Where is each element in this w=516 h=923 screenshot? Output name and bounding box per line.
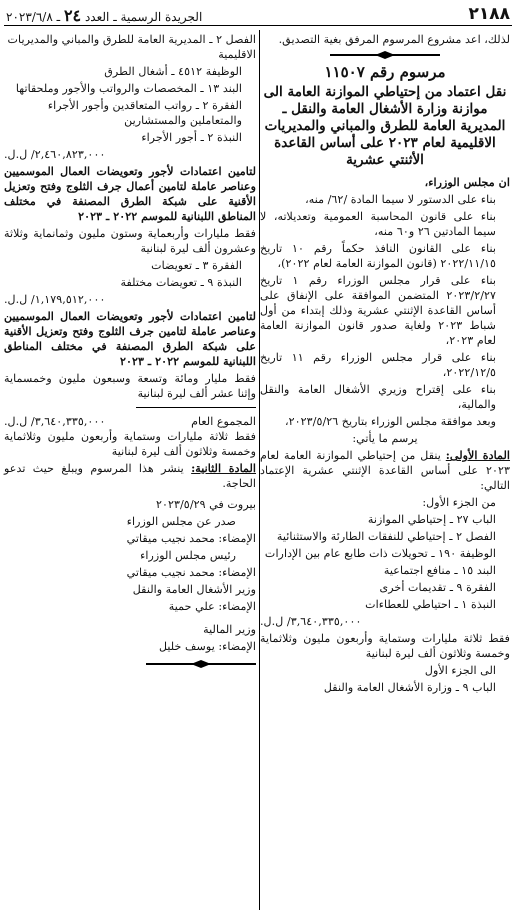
article-two-label: المادة الثانية: bbox=[191, 461, 257, 475]
prime-minister-title: رئيس مجلس الوزراء bbox=[140, 549, 236, 562]
total-rule bbox=[136, 407, 256, 408]
issued-by: صدر عن مجلس الوزراء bbox=[126, 515, 236, 528]
minister-finance-title: وزير المالية bbox=[203, 623, 256, 636]
preamble-approval: وبعد موافقة مجلس الوزراء بتاريخ ٢٠٢٣/٥/٢٦، bbox=[285, 415, 496, 428]
right-column bbox=[260, 32, 510, 697]
transfer-amount: ٣,٦٤٠,٣٣٥,٠٠٠/ ل.ل. bbox=[260, 615, 362, 628]
minister-public-works-title: وزير الأشغال العامة والنقل bbox=[132, 583, 256, 596]
amount-2: ١,١٧٩,٥١٢,٠٠٠/ ل.ل. bbox=[4, 293, 106, 306]
decree-title: نقل اعتماد من إحتياطي الموازنة العامة الى موازنة وزارة الأشغال العامة والنقل ـ المديرية العامة للطرق والمباني والمديريات الاقليمية لعام ٢٠٢٣ على أساس القاعدة الأثنتي عشرية bbox=[263, 84, 507, 168]
ornament-divider-end bbox=[146, 660, 256, 668]
article-one bbox=[260, 448, 510, 493]
page-number: ٢١٨٨ bbox=[468, 4, 510, 24]
gazette-prefix: الجريدة الرسمية ـ العدد bbox=[84, 10, 203, 24]
preamble-council-decision-1: بناء على قرار مجلس الوزراء رقم ١ تاريخ ٢٠٢٣/٢/٢٧ المتضمن الموافقة على الإنفاق على أساس القاعدة الإثنتي عشرية وذلك إبتداء من أول شباط ٢٠٢٣ ولغاية صدور قانون الموازنة العامة لعام ٢٠٢٣، bbox=[260, 274, 496, 347]
signature-4: الإمضاء: يوسف خليل bbox=[158, 640, 256, 653]
header-rule bbox=[4, 25, 512, 26]
article-one-text: ينقل من إحتياطي الموازنة العامة لعام ٢٠٢٣ على أساس القاعدة الإثنتي عشرية الإعتماد التالي: bbox=[260, 449, 510, 492]
from-chapter: الباب ٢٧ ـ إحتياطي الموازنة bbox=[367, 513, 496, 526]
dest-function: الوظيفة ٤٥١٢ ـ أشغال الطرق bbox=[104, 65, 242, 78]
left-column bbox=[4, 32, 256, 668]
article-one-label: المادة الأولى: bbox=[445, 448, 511, 462]
signature-1: الإمضاء: محمد نجيب ميقاتي bbox=[126, 532, 256, 545]
to-chapter: الباب ٩ ـ وزارة الأشغال العامة والنقل bbox=[323, 681, 496, 694]
from-function: الوظيفة ١٩٠ ـ تحويلات ذات طابع عام بين الإدارات bbox=[264, 547, 496, 560]
from-clause: النبذة ١ ـ احتياطي للعطاءات bbox=[365, 598, 496, 611]
dest-clause-2: النبذة ٢ ـ أجور الأجراء bbox=[141, 131, 242, 144]
signature-2: الإمضاء: محمد نجيب ميقاتي bbox=[126, 566, 256, 579]
preamble-council-decision-11: بناء على قرار مجلس الوزراء رقم ١١ تاريخ ٢٠٢٢/١٢/٥، bbox=[260, 351, 496, 379]
signature-3: الإمضاء: علي حمية bbox=[168, 600, 256, 613]
place-date: بيروت في ٢٠٢٣/٥/٢٩ bbox=[156, 498, 256, 511]
to-part: الى الجزء الأول bbox=[424, 664, 496, 677]
dest-item: البند ١٣ ـ المخصصات والرواتب والأجور وملحقاتها bbox=[15, 82, 242, 95]
issue-date: ـ ٢٠٢٣/٦/٨ bbox=[6, 10, 61, 24]
dest-paragraph-2: الفقرة ٢ ـ رواتب المتعاقدين وأجور الأجراء والمتعاملين والمستشارين bbox=[47, 99, 242, 127]
dest-clause-9: النبذة ٩ ـ تعويضات مختلفة bbox=[120, 276, 242, 289]
dest-section: الفصل ٢ ـ المديرية العامة للطرق والمباني والمديريات الاقليمية bbox=[7, 33, 256, 61]
intro-text: لذلك، اعد مشروع المرسوم المرفق بغية التصديق. bbox=[278, 33, 510, 46]
amount-2-words: فقط مليار ومائة وتسعة وسبعون مليون وخمسماية وإثنا عشر ألف ليرة لبنانية bbox=[4, 372, 256, 400]
council-line: ان مجلس الوزراء، bbox=[424, 175, 510, 189]
grand-total-row bbox=[4, 414, 256, 429]
preamble-accounting-law: بناء على قانون المحاسبة العمومية وتعديلاته، لا سيما المادتين ٢٦ و٦٠ منه، bbox=[260, 210, 496, 238]
transfer-amount-words: فقط ثلاثة مليارات وستماية وأربعون مليون وثلاثماية وخمسة وثلاثون ألف ليرة لبنانية bbox=[260, 632, 510, 660]
purpose-2: لتامين اعتمادات لأجور وتعويضات العمال الموسميين وعناصر عاملة لتامين جرف الثلوج وفتح وتعزيل الأقنية على شبكة الطرق المصنفة في مختلف المناطق اللبنانية للموسم ٢٠٢٢ ـ ٢٠٢٣ bbox=[4, 309, 256, 368]
grand-total-label: المجموع العام bbox=[191, 415, 256, 428]
from-item: البند ١٥ ـ منافع اجتماعية bbox=[383, 564, 496, 577]
page-header bbox=[0, 0, 516, 28]
amount-1-words: فقط مليارات وأربعماية وستون مليون وثمانماية وثلاثة وعشرون ألف ليرة لبنانية bbox=[4, 227, 256, 255]
article-two-text: ينشر هذا المرسوم ويبلغ حيث تدعو الحاجة. bbox=[4, 462, 256, 490]
from-part: من الجزء الأول: bbox=[422, 496, 496, 509]
from-section: الفصل ٢ ـ إحتياطي للنفقات الطارئة والاستثنائية bbox=[276, 530, 496, 543]
article-two bbox=[4, 461, 256, 491]
grand-total-amount: ٣,٦٤٠,٣٣٥,٠٠٠/ ل.ل. bbox=[4, 415, 106, 428]
amount-1: ٢,٤٦٠,٨٢٣,٠٠٠/ ل.ل. bbox=[4, 148, 106, 161]
ornament-divider bbox=[330, 51, 440, 59]
decrees-line: يرسم ما يأتي: bbox=[352, 432, 418, 445]
preamble-constitution: بناء على الدستور لا سيما المادة /٦٢/ منه، bbox=[305, 193, 496, 206]
grand-total-words: فقط ثلاثة مليارات وستماية وأربعون مليون وثلاثماية وخمسة وثلاثون ألف ليرة لبنانية bbox=[4, 430, 256, 458]
purpose-1: لتامين اعتمادات لأجور وتعويضات العمال الموسميين وعناصر عاملة لتامين أعمال جرف الثلوج وفتح وتعزيل الأقنية على شبكة الطرق المصنفة في مختلف المناطق اللبنانية للموسم ٢٠٢٢ ـ ٢٠٢٣ bbox=[4, 164, 256, 223]
gazette-title bbox=[6, 6, 202, 25]
preamble-proposal: بناء على إقتراح وزيري الأشغال العامة والنقل والمالية، bbox=[260, 383, 496, 411]
preamble-budget-law: بناء على القانون النافذ حكماً رقم ١٠ تاريخ ٢٠٢٢/١١/١٥ (قانون الموازنة العامة لعام ٢٠٢٢)، bbox=[260, 242, 496, 270]
dest-paragraph-3: الفقرة ٣ ـ تعويضات bbox=[151, 259, 242, 272]
decree-number: مرسوم رقم ١١٥٠٧ bbox=[324, 63, 446, 81]
issue-number: ٢٤ bbox=[63, 6, 82, 25]
from-paragraph: الفقرة ٩ ـ تقديمات أخرى bbox=[379, 581, 496, 594]
